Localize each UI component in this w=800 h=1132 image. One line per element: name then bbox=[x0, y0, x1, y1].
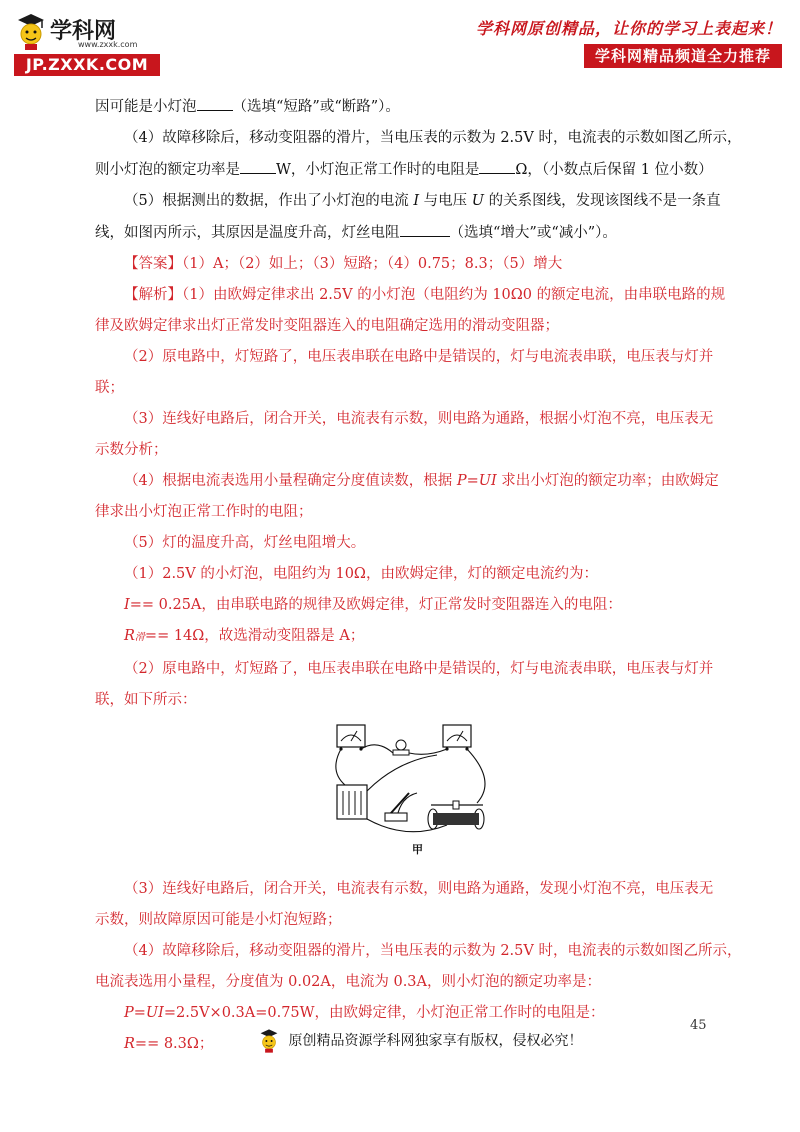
text-segment: （3）连线好电路后，闭合开关，电流表有示数，则电路为通路，发现小灯泡不亮，电压表无 bbox=[124, 881, 714, 897]
text-line bbox=[95, 222, 715, 243]
answer-blank bbox=[400, 222, 450, 237]
text-segment: == 14Ω，故选滑动变阻器是 A； bbox=[144, 628, 365, 644]
text-line bbox=[95, 409, 715, 429]
text-line bbox=[95, 1003, 715, 1023]
text-segment: 律及欧姆定律求出灯正常发时变阻器连入的电阻确定选用的滑动变阻器； bbox=[95, 318, 559, 334]
text-segment: （选填“短路”或“断路”）。 bbox=[232, 99, 400, 115]
text-block-before-figure bbox=[95, 96, 742, 710]
page-footer bbox=[258, 1028, 582, 1054]
text-line bbox=[95, 972, 715, 992]
text-line bbox=[95, 440, 715, 460]
text-segment: 【解析】（1）由欧姆定律求出 2.5V 的小灯泡（电阻约为 10Ω0 的额定电流，由串联电路的规 bbox=[124, 287, 726, 303]
text-segment: 与电压 bbox=[419, 193, 472, 209]
text-segment: U bbox=[471, 193, 485, 209]
text-segment: 因可能是小灯泡 bbox=[95, 99, 197, 115]
text-line bbox=[95, 595, 715, 615]
text-segment: （1）2.5V 的小灯泡，电阻约为 10Ω，由欧姆定律，灯的额定电流约为： bbox=[124, 566, 598, 582]
document-body bbox=[95, 96, 742, 1065]
text-segment: I bbox=[124, 597, 130, 613]
circuit-diagram-illustration bbox=[327, 721, 507, 857]
text-segment: P=UI bbox=[456, 473, 497, 489]
text-line bbox=[95, 316, 715, 336]
header-recommend-banner: 学科网精品频道全力推荐 bbox=[584, 44, 782, 68]
text-line bbox=[95, 285, 726, 305]
text-segment: 示数，则故障原因可能是小灯泡短路； bbox=[95, 912, 342, 928]
page-number: 45 bbox=[690, 1018, 707, 1033]
text-line bbox=[95, 96, 715, 117]
text-segment: （选填“增大”或“减小”）。 bbox=[449, 225, 617, 241]
logo-url: www.zxxk.com bbox=[78, 40, 138, 49]
text-line bbox=[95, 347, 715, 367]
text-segment: 的关系图线，发现该图线不是一条直 bbox=[484, 193, 721, 209]
text-line bbox=[95, 502, 715, 522]
text-segment: 电流表选用小量程，分度值为 0.02A，电流为 0.3A，则小灯泡的额定功率是： bbox=[95, 974, 602, 990]
figure-label: 甲 bbox=[412, 843, 423, 856]
text-line bbox=[95, 564, 715, 584]
text-line bbox=[95, 159, 715, 180]
text-segment: 线，如图丙所示，其原因是温度升高，灯丝电阻 bbox=[95, 225, 400, 241]
text-segment: （4）故障移除后，移动变阻器的滑片，当电压表的示数为 2.5V 时，电流表的示数如图乙所示， bbox=[124, 943, 742, 959]
text-segment: （3）连线好电路后，闭合开关，电流表有示数，则电路为通路，根据小灯泡不亮，电压表无 bbox=[124, 411, 714, 427]
text-segment: 滑 bbox=[134, 632, 145, 643]
text-line bbox=[95, 910, 715, 930]
logo-banner: JP.ZXXK.COM bbox=[14, 54, 160, 76]
mascot-icon bbox=[258, 1028, 280, 1054]
mascot-icon bbox=[14, 12, 48, 52]
text-segment: 则小灯泡的额定功率是 bbox=[95, 162, 240, 178]
text-line bbox=[95, 690, 715, 710]
text-line bbox=[95, 471, 719, 491]
text-line bbox=[95, 191, 721, 211]
footer-copyright: 原创精品资源学科网独家享有版权，侵权必究！ bbox=[288, 1033, 583, 1049]
header-slogan: 学科网原创精品，让你的学习上表起来！ bbox=[475, 19, 782, 38]
zxxk-logo bbox=[14, 14, 164, 78]
text-line bbox=[95, 626, 715, 648]
text-segment: 联； bbox=[95, 380, 124, 396]
text-line bbox=[95, 128, 742, 148]
text-segment: I bbox=[413, 193, 420, 209]
text-line bbox=[95, 378, 715, 398]
logo-text: 学科网 bbox=[50, 19, 117, 44]
text-segment: （4）故障移除后，移动变阻器的滑片，当电压表的示数为 2.5V 时，电流表的示数如图乙所示， bbox=[124, 130, 742, 146]
text-segment: 律求出小灯泡正常工作时的电阻； bbox=[95, 504, 313, 520]
text-segment: （5）根据测出的数据，作出了小灯泡的电流 bbox=[124, 193, 414, 209]
text-segment: （2）原电路中，灯短路了，电压表串联在电路中是错误的，灯与电流表串联，电压表与灯并 bbox=[124, 661, 714, 677]
text-segment: 联，如下所示： bbox=[95, 692, 197, 708]
text-segment: Ω，（小数点后保留 1 位小数） bbox=[515, 162, 713, 178]
text-segment: R bbox=[124, 1036, 135, 1052]
text-segment: 【答案】（1）A；（2）如上；（3）短路；（4）0.75；8.3；（5）增大 bbox=[124, 256, 563, 272]
answer-blank bbox=[479, 159, 515, 174]
answer-blank bbox=[197, 96, 233, 111]
text-line bbox=[95, 879, 715, 899]
text-line bbox=[95, 659, 715, 679]
text-line bbox=[95, 254, 715, 274]
text-segment: W，小灯泡正常工作时的电阻是 bbox=[276, 162, 480, 178]
text-segment: （4）根据电流表选用小量程确定分度值读数，根据 bbox=[124, 473, 457, 489]
text-segment: （2）原电路中，灯短路了，电压表串联在电路中是错误的，灯与电流表串联，电压表与灯并 bbox=[124, 349, 714, 365]
answer-blank bbox=[240, 159, 276, 174]
text-segment: （5）灯的温度升高，灯丝电阻增大。 bbox=[124, 535, 366, 551]
circuit-figure bbox=[95, 721, 715, 861]
text-segment: == 8.3Ω； bbox=[134, 1036, 214, 1052]
text-segment: =2.5V×0.3A=0.75W，由欧姆定律，小灯泡正常工作时的电阻是： bbox=[163, 1005, 605, 1021]
text-segment: R bbox=[124, 628, 135, 644]
text-segment: 示数分析； bbox=[95, 442, 168, 458]
text-segment: 求出小灯泡的额定功率；由欧姆定 bbox=[496, 473, 719, 489]
text-segment: == 0.25A，由串联电路的规律及欧姆定律，灯正常发时变阻器连入的电阻： bbox=[129, 597, 622, 613]
text-line bbox=[95, 941, 742, 961]
text-line bbox=[95, 533, 715, 553]
text-segment: P=UI bbox=[124, 1005, 164, 1021]
page-header bbox=[0, 0, 800, 80]
